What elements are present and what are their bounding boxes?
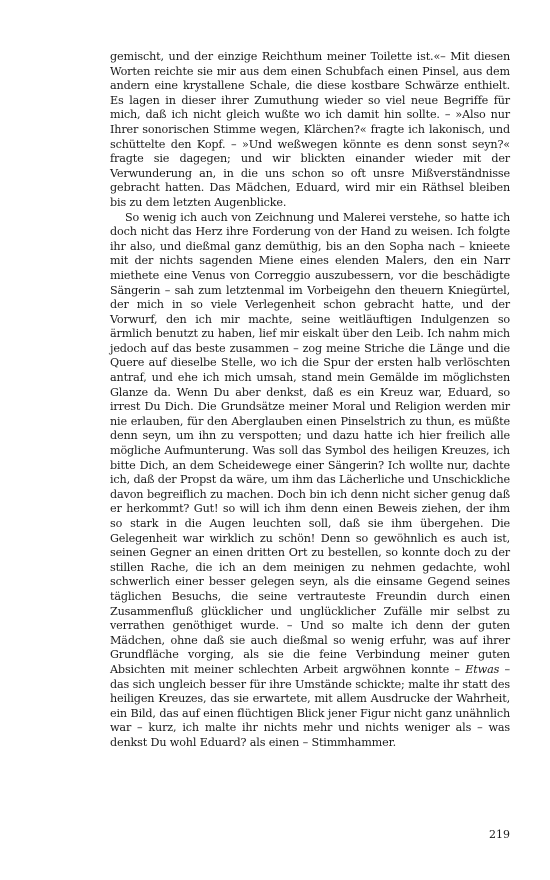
paragraph-2-text: So wenig ich auch von Zeichnung und Malerei verstehe, so hatte ich doch nicht das Herz ihre Forderung von der Hand zu weisen. Ich folgte ihr also, und dießmal ganz demüthig, bis an den Sopha nach – knieete mit der nichts sagenden Miene eines elenden Malers, den ein Narr miethete eine Venus von Correggio auszubessern, vor die beschädigte Sängerin – sah zum letztenmal im Vorbeigehn den theuern Kniegürtel, der mich in so viele Verlegenheit schon gebracht hatte, und der Vorwurf, den ich mir machte, seine weitläuftigen Indulgenzen so ärmlich benutzt zu haben, lief mir eiskalt über den Leib. Ich nahm mich jedoch auf das beste zusammen – zog meine Striche die Länge und die Quere auf dieselbe Stelle, wo ich die Spur der ersten halb verlöschten antraf, und ehe ich mich umsah, stand mein Gemälde im möglichsten Glanze da. Wenn Du aber denkst, daß es ein Kreuz war, Eduard, so irrest Du Dich. Die Grundsätze meiner Moral und Religion werden mir nie erlauben, für den Aberglauben einen Pinselstrich zu thun, es müßte denn seyn, um ihn zu verspotten; und dazu hatte ich hier freilich alle mögliche Aufmunterung. Was soll das Symbol des heiligen Kreuzes, ich bitte Dich, an dem Scheidewege einer Sängerin? Ich wollte nur, dachte ich, daß der Propst da wäre, um ihm das Lächerliche und Unschickliche davon begreiflich zu machen. Doch bin ich denn nicht sicher genug daß er herkommt? Gut! so will ich ihm denn einen Beweis ziehen, der ihm so stark in die Augen leuchten soll, daß sie ihm übergehen. Die Gelegenheit war wirklich zu schön! Denn so gewöhnlich es auch ist, seinen Gegner an einen dritten Ort zu bestellen, so konnte doch zu der stillen Rache, die ich an dem meinigen zu nehmen gedachte, wohl schwerlich einer besser gelegen seyn, als die einsame Gegend seines täglichen Besuchs, die seine vertrauteste Freundin durch einen Zusammenfluß glücklicher und unglücklicher Zufälle mir selbst zu verrathen genöthiget wurde. – Und so malte ich denn der guten Mädchen, ohne daß sie auch dießmal so wenig erfuhr, was auf ihrer Grundfläche vorging, als sie die feine Verbindung meiner guten Absichten mit meiner schlechten Arbeit argwöhnen konnte – [110,210,510,676]
paragraph-1: gemischt, und der einzige Reichthum meiner Toilette ist.«– Mit diesen Worten reichte sie mir aus dem einen Schubfach einen Pinsel, aus dem andern eine krystallene Schale, die diese kostbare Schwärze enthielt. Es lagen in dieser ihrer Zumuthung wieder so viel neue Begriffe für mich, daß ich nicht gleich wußte wo ich damit hin sollte. – »Also nur Ihrer sonorischen Stimme wegen, Klärchen?« fragte ich lakonisch, und schüttelte den Kopf. – »Und weßwegen könnte es denn sonst seyn?« fragte sie dagegen; und wir blickten einander wieder mit der Verwunderung an, in die uns schon so oft unsre Mißverständnisse gebracht hatten. Das Mädchen, Eduard, wird mir ein Räthsel bleiben bis zu dem letzten Augenblicke. [110,50,510,209]
paragraph-2-tail: – das sich ungleich besser für ihre Umstände schickte; malte ihr statt des heiligen Kreuzes, das sie erwartete, mit allem Ausdrucke der Wahrheit, ein Bild, das auf einen flüchtigen Blick jener Figur nicht ganz unähnlich war – kurz, ich malte ihr nichts mehr und nichts weniger als – was denkst Du wohl Eduard? als einen – Stimmhammer. [110,662,510,749]
emphasized-word: Etwas [465,662,500,676]
paragraph-2 [110,211,510,751]
body-text [110,50,510,751]
page-number: 219 [489,828,510,841]
